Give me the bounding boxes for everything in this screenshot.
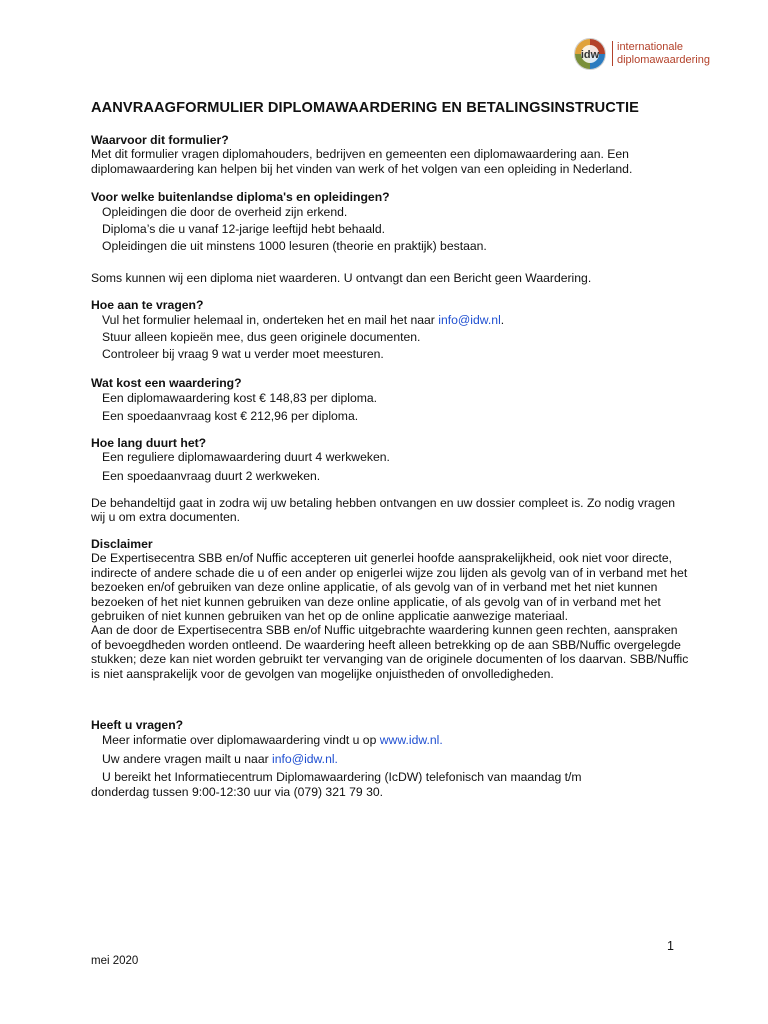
- svg-text:idw: idw: [580, 49, 600, 61]
- list-item: Diploma’s die u vanaf 12-jarige leeftijd hebt behaald.: [102, 221, 385, 236]
- disclaimer-paragraph: De Expertisecentra SBB en/of Nuffic accepteren uit generlei hoofde aansprakelijkheid, ook niet voor directe, indirecte of andere schade die u of een ander op enigerlei wijze zou lijden als gevolg van of in verband met het bezoeken en/of gebruiken van deze online applicatie, of als gevolg van of in verband met het niet kunnen bezoeken of het niet kunnen gebruiken van deze online applicatie, of als gevolg van of in verband met het gebruiken of niet kunnen gebruiken van het op de online applicatie aanwezige materiaal.: [91, 551, 688, 624]
- list-item: U bereikt het Informatiecentrum Diplomawaardering (IcDW) telefonisch van maandag t/m: [102, 770, 582, 785]
- list-item: Een spoedaanvraag kost € 212,96 per diploma.: [102, 408, 359, 423]
- list-item: Controleer bij vraag 9 wat u verder moet meesturen.: [102, 347, 384, 362]
- website-link[interactable]: www.idw.nl.: [379, 733, 443, 748]
- list-item-continuation: donderdag tussen 9:00-12:30 uur via (079) 321 79 30.: [91, 784, 384, 799]
- section-purpose: [91, 133, 691, 176]
- section-heading: Hoe lang duurt het?: [91, 436, 207, 450]
- list-item: Vul het formulier helemaal in, onderteken het en mail het naar info@idw.nl.: [102, 313, 505, 328]
- list-item: Uw andere vragen mailt u naar info@idw.nl.: [102, 751, 338, 766]
- section-heading: Disclaimer: [91, 537, 153, 551]
- email-link[interactable]: info@idw.nl: [438, 313, 501, 328]
- section-heading: Wat kost een waardering?: [91, 376, 242, 390]
- section-diplomas: [91, 190, 691, 254]
- section-heading: Hoe aan te vragen?: [91, 298, 204, 312]
- section-body: Met dit formulier vragen diplomahouders, bedrijven en gemeenten een diplomawaardering aan. Een diplomawaardering kan helpen bij het vinden van werk of het volgen van een opleiding in Nederland.: [91, 147, 633, 176]
- page-number: 1: [667, 939, 674, 953]
- list-item: Stuur alleen kopieën mee, dus geen originele documenten.: [102, 329, 421, 344]
- logo-divider: [612, 41, 613, 66]
- email-link[interactable]: info@idw.nl.: [272, 751, 338, 766]
- section-heading: Voor welke buitenlandse diploma's en opleidingen?: [91, 190, 390, 204]
- section-heading: Heeft u vragen?: [91, 718, 184, 732]
- list-item: Opleidingen die door de overheid zijn erkend.: [102, 205, 348, 220]
- list-item: Opleidingen die uit minstens 1000 lesuren (theorie en praktijk) bestaan.: [102, 239, 487, 254]
- section-heading: Waarvoor dit formulier?: [91, 133, 229, 147]
- section-how: [91, 298, 691, 362]
- footer-date: mei 2020: [91, 955, 139, 967]
- disclaimer-paragraph: Aan de door de Expertisecentra SBB en/of Nuffic uitgebrachte waardering kunnen geen rechten, aanspraken of bevoegdheden worden ontleend. De waardering heeft alleen betrekking op de aan SBB/Nuffic overgelegde stukken; deze kan niet worden gebruikt ter vervanging van de originele documenten of los daarvan. SBB/Nuffic is niet aansprakelijk voor de gevolgen van mogelijke onjuistheden of onvolledigheden.: [91, 623, 689, 681]
- list-item: Een diplomawaardering kost € 148,83 per diploma.: [102, 391, 378, 406]
- list-item: Meer informatie over diplomawaardering vindt u op www.idw.nl.: [102, 733, 443, 748]
- page-title: AANVRAAGFORMULIER DIPLOMAWAARDERING EN BETALINGSINSTRUCTIE: [91, 100, 639, 116]
- logo-text: internationale diplomawaardering: [617, 41, 710, 66]
- duration-note: De behandeltijd gaat in zodra wij uw betaling hebben ontvangen en uw dossier compleet is. Zo nodig vragen wij u om extra documenten.: [91, 496, 676, 525]
- diplomas-note: Soms kunnen wij een diploma niet waarderen. U ontvangt dan een Bericht geen Waardering.: [91, 271, 592, 285]
- list-item: Een spoedaanvraag duurt 2 werkweken.: [102, 468, 321, 483]
- section-questions: [91, 718, 691, 799]
- section-cost: [91, 376, 691, 423]
- idw-logo-icon: [574, 38, 606, 70]
- section-duration: [91, 436, 691, 483]
- section-disclaimer: [91, 537, 691, 681]
- idw-logo: [574, 38, 710, 70]
- list-item: Een reguliere diplomawaardering duurt 4 werkweken.: [102, 450, 390, 465]
